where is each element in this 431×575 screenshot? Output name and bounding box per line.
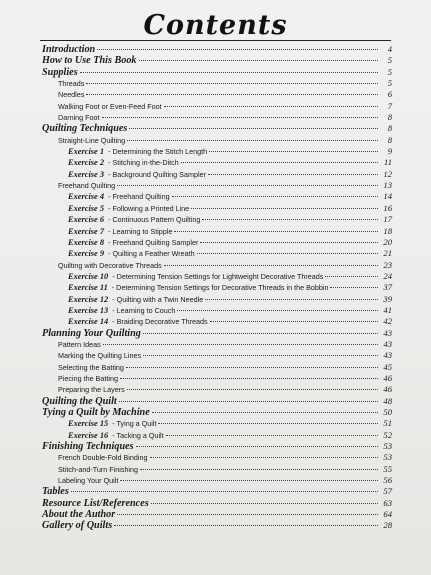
toc-chapter: [42, 498, 392, 509]
toc-entry-label: [42, 146, 207, 157]
exercise-number: Exercise 13: [68, 305, 109, 315]
toc-entry-text: Marking the Quilting Lines: [58, 351, 142, 361]
toc-entry-text: Supplies: [42, 66, 78, 78]
toc-entry-label: [42, 260, 162, 271]
dot-leader: [103, 344, 378, 345]
toc-entry-text: - Quilting a Feather Wreath: [108, 249, 195, 259]
toc-entry-label: [42, 123, 127, 134]
dot-leader: [209, 151, 378, 152]
toc-entry-label: [42, 294, 203, 305]
dot-leader: [80, 72, 378, 73]
toc-exercise: [42, 214, 392, 225]
toc-entry-text: - Learning to Couch: [112, 305, 176, 315]
toc-section: [42, 464, 392, 475]
page-number: 43: [383, 327, 392, 338]
toc-entry-label: [42, 407, 150, 418]
page-number: 11: [384, 157, 392, 168]
page-number: 17: [383, 214, 392, 225]
dot-leader: [174, 231, 378, 232]
dot-leader: [150, 457, 379, 458]
toc-entry-text: - Stitching in-the-Ditch: [108, 158, 179, 168]
dot-leader: [205, 299, 378, 300]
toc-entry-text: - Determining the Stitch Length: [108, 147, 208, 157]
toc-exercise: [42, 237, 392, 248]
toc-entry-label: [42, 396, 117, 407]
toc-entry-label: [42, 509, 115, 520]
dot-leader: [197, 253, 378, 254]
toc-exercise: [42, 316, 392, 327]
toc-chapter: [42, 396, 392, 407]
toc-entry-label: [42, 282, 328, 293]
dot-leader: [120, 480, 378, 481]
dot-leader: [208, 174, 378, 175]
toc-entry-label: [42, 226, 172, 237]
toc-entry-text: Quilting Techniques: [42, 123, 128, 135]
exercise-number: Exercise 10: [68, 271, 109, 281]
toc-section: [42, 452, 392, 463]
toc-entry-text: Tables: [42, 486, 69, 498]
toc-chapter: [42, 123, 392, 134]
toc-section: [42, 89, 392, 100]
page-number: 50: [383, 407, 392, 417]
toc-entry-label: [42, 452, 148, 463]
toc-chapter: [42, 44, 392, 55]
toc-entry-text: Freehand Quilting: [58, 181, 116, 191]
toc-entry-label: [42, 180, 115, 191]
dot-leader: [210, 321, 378, 322]
dot-leader: [202, 219, 378, 220]
page-number: 13: [383, 180, 392, 191]
toc-entry-label: [42, 157, 179, 168]
toc-entry-label: [42, 271, 323, 282]
toc-entry-label: [42, 430, 164, 441]
toc-entry-text: Gallery of Quilts: [42, 520, 113, 532]
exercise-number: Exercise 14: [68, 317, 109, 327]
dot-leader: [86, 94, 378, 95]
toc-entry-text: - Tying a Quilt: [112, 419, 157, 429]
exercise-number: Exercise 12: [68, 294, 109, 304]
toc-entry-text: About the Author: [42, 509, 116, 521]
toc-entry-text: Needles: [58, 90, 85, 100]
dot-leader: [330, 287, 378, 288]
page-number: 43: [383, 338, 392, 349]
dot-leader: [191, 208, 378, 209]
page-number: 43: [383, 350, 392, 361]
exercise-number: Exercise 3: [68, 169, 105, 179]
toc-entry-text: Resource List/References: [42, 497, 149, 509]
toc-entry-text: French Double-Fold Binding: [58, 453, 148, 463]
dot-leader: [177, 310, 378, 311]
dot-leader: [119, 401, 378, 402]
dot-leader: [120, 378, 378, 379]
toc-entry-text: Piecing the Batting: [58, 373, 118, 383]
dot-leader: [71, 491, 378, 492]
toc-entry-label: [42, 316, 208, 327]
toc-section: [42, 475, 392, 486]
exercise-number: Exercise 16: [68, 430, 109, 440]
page-number: 8: [387, 112, 392, 123]
dot-leader: [102, 117, 378, 118]
toc-section: [42, 350, 392, 361]
toc-entry-label: [42, 498, 149, 509]
toc-exercise: [42, 226, 392, 237]
page-number: 39: [383, 293, 392, 304]
toc-section: [42, 180, 392, 191]
toc-entry-label: [42, 214, 200, 225]
exercise-number: Exercise 15: [68, 419, 109, 429]
toc-entry-text: Preparing the Layers: [58, 385, 125, 395]
toc-entry-text: - Freehand Quilting Sampler: [108, 237, 199, 247]
toc-section: [42, 135, 392, 146]
toc-chapter: [42, 67, 392, 78]
toc-entry-label: [42, 464, 138, 475]
page-number: 52: [383, 429, 392, 440]
dot-leader: [117, 514, 378, 515]
exercise-number: Exercise 9: [68, 249, 105, 259]
toc-entry-label: [42, 384, 125, 395]
toc-exercise: [42, 169, 392, 180]
dot-leader: [86, 83, 378, 84]
page-number: 37: [383, 282, 392, 293]
toc-entry-label: [42, 350, 141, 361]
page-number: 48: [383, 395, 392, 406]
toc-exercise: [42, 305, 392, 316]
dot-leader: [139, 60, 378, 61]
page-number: 42: [383, 316, 392, 327]
toc-exercise: [42, 146, 392, 157]
toc-entry-label: [42, 203, 189, 214]
toc-exercise: [42, 157, 392, 168]
toc-entry-label: [42, 101, 162, 112]
toc-chapter: [42, 407, 392, 418]
page-number: 46: [383, 372, 392, 383]
exercise-number: Exercise 1: [68, 147, 105, 157]
exercise-number: Exercise 8: [68, 237, 105, 247]
toc-entry-label: [42, 78, 84, 89]
table-of-contents: [42, 44, 392, 532]
toc-entry-text: Stitch-and-Turn Finishing: [58, 464, 139, 474]
toc-entry-label: [42, 135, 125, 146]
dot-leader: [127, 389, 378, 390]
toc-entry-text: Pattern Ideas: [58, 339, 101, 349]
toc-entry-text: - Determining Tension Settings for Lightweight Decorative Threads: [112, 271, 324, 281]
toc-entry-text: Finishing Techniques: [42, 441, 134, 453]
dot-leader: [117, 185, 378, 186]
toc-entry-label: [42, 248, 195, 259]
toc-section: [42, 101, 392, 112]
dot-leader: [143, 355, 378, 356]
toc-chapter: [42, 328, 392, 339]
toc-chapter: [42, 509, 392, 520]
page-number: 63: [383, 497, 392, 508]
toc-entry-text: Threads: [58, 79, 85, 89]
page-number: 23: [383, 259, 392, 270]
page-number: 28: [383, 520, 392, 531]
dot-leader: [158, 423, 378, 424]
dot-leader: [172, 196, 378, 197]
toc-section: [42, 384, 392, 395]
toc-entry-text: - Quilting with a Twin Needle: [112, 294, 204, 304]
page-number: 56: [383, 475, 392, 486]
page-number: 41: [383, 304, 392, 315]
dot-leader: [143, 333, 378, 334]
toc-exercise: [42, 430, 392, 441]
toc-entry-text: - Continuous Pattern Quilting: [108, 215, 201, 225]
page-number: 5: [387, 55, 392, 66]
toc-entry-text: - Background Quilting Sampler: [108, 169, 206, 179]
dot-leader: [127, 140, 378, 141]
exercise-number: Exercise 2: [68, 158, 105, 168]
dot-leader: [126, 367, 378, 368]
page-number: 53: [383, 441, 392, 452]
title-underline: [40, 40, 391, 41]
toc-entry-text: Quilting the Quilt: [42, 395, 117, 407]
toc-entry-text: - Braiding Decorative Threads: [112, 317, 208, 327]
page-number: 51: [383, 418, 392, 429]
dot-leader: [129, 128, 378, 129]
page-number: 9: [387, 146, 392, 157]
toc-entry-label: [42, 169, 206, 180]
dot-leader: [181, 162, 378, 163]
toc-entry-text: - Learning to Stipple: [108, 226, 173, 236]
exercise-number: Exercise 7: [68, 226, 105, 236]
dot-leader: [164, 265, 378, 266]
dot-leader: [325, 276, 378, 277]
toc-chapter: [42, 55, 392, 66]
dot-leader: [166, 435, 378, 436]
toc-entry-text: Selecting the Batting: [58, 362, 124, 372]
toc-exercise: [42, 271, 392, 282]
exercise-number: Exercise 4: [68, 192, 105, 202]
page-number: 5: [387, 66, 392, 77]
dot-leader: [114, 525, 378, 526]
toc-entry-label: [42, 486, 69, 497]
toc-section: [42, 260, 392, 271]
toc-exercise: [42, 294, 392, 305]
page-number: 7: [387, 100, 392, 111]
toc-entry-text: - Determining Tension Settings for Decorative Threads in the Bobbin: [111, 283, 329, 293]
page-number: 6: [387, 89, 392, 100]
toc-entry-label: [42, 441, 134, 452]
page-number: 24: [383, 270, 392, 281]
page-number: 64: [383, 509, 392, 520]
page-number: 4: [387, 44, 392, 54]
toc-entry-label: [42, 475, 118, 486]
dot-leader: [152, 412, 378, 413]
toc-entry-label: [42, 55, 137, 66]
toc-entry-label: [42, 418, 156, 429]
toc-entry-text: Planning Your Quilting: [42, 327, 141, 339]
toc-entry-text: - Freehand Quilting: [108, 192, 170, 202]
exercise-number: Exercise 6: [68, 215, 105, 225]
toc-entry-text: Straight-Line Quilting: [58, 135, 126, 145]
dot-leader: [151, 503, 378, 504]
toc-entry-label: [42, 362, 124, 373]
dot-leader: [136, 446, 378, 447]
toc-entry-text: Introduction: [42, 44, 96, 55]
toc-entry-label: [42, 112, 100, 123]
toc-section: [42, 112, 392, 123]
page-number: 55: [383, 463, 392, 474]
toc-entry-label: [42, 373, 118, 384]
toc-entry-label: [42, 191, 170, 202]
toc-section: [42, 339, 392, 350]
page-number: 12: [383, 168, 392, 179]
toc-section: [42, 78, 392, 89]
dot-leader: [200, 242, 378, 243]
dot-leader: [164, 106, 378, 107]
page-number: 14: [383, 191, 392, 202]
toc-entry-text: Darning Foot: [58, 113, 100, 123]
toc-entry-label: [42, 305, 175, 316]
toc-entry-label: [42, 328, 141, 339]
toc-chapter: [42, 520, 392, 531]
toc-entry-text: Labeling Your Quilt: [58, 476, 119, 486]
page-title: Contents: [143, 10, 288, 41]
toc-exercise: [42, 248, 392, 259]
toc-chapter: [42, 486, 392, 497]
page-number: 53: [383, 452, 392, 463]
exercise-number: Exercise 5: [68, 203, 105, 213]
page-number: 45: [383, 361, 392, 372]
toc-entry-text: - Following a Printed Line: [108, 203, 190, 213]
toc-exercise: [42, 418, 392, 429]
toc-entry-label: [42, 520, 112, 531]
toc-chapter: [42, 441, 392, 452]
toc-exercise: [42, 282, 392, 293]
page-number: 5: [387, 78, 392, 89]
dot-leader: [97, 49, 378, 50]
page-number: 8: [387, 123, 392, 134]
toc-entry-label: [42, 89, 84, 100]
toc-entry-label: [42, 44, 95, 55]
toc-entry-text: How to Use This Book: [42, 55, 137, 67]
toc-entry-label: [42, 237, 198, 248]
page-number: 46: [383, 384, 392, 395]
page-number: 8: [387, 134, 392, 145]
toc-section: [42, 373, 392, 384]
page-number: 16: [383, 202, 392, 213]
toc-entry-text: - Tacking a Quilt: [112, 430, 164, 440]
toc-entry-label: [42, 67, 78, 78]
page-number: 21: [383, 248, 392, 259]
page-number: 57: [383, 486, 392, 497]
page-number: 20: [383, 236, 392, 247]
toc-entry-text: Tying a Quilt by Machine: [42, 407, 150, 418]
toc-section: [42, 362, 392, 373]
dot-leader: [140, 469, 378, 470]
toc-entry-label: [42, 339, 101, 350]
page-number: 18: [383, 225, 392, 236]
toc-exercise: [42, 203, 392, 214]
toc-exercise: [42, 191, 392, 202]
toc-entry-text: Walking Foot or Even-Feed Foot: [58, 101, 162, 111]
toc-entry-text: Quilting with Decorative Threads: [58, 260, 162, 270]
exercise-number: Exercise 11: [68, 283, 108, 293]
